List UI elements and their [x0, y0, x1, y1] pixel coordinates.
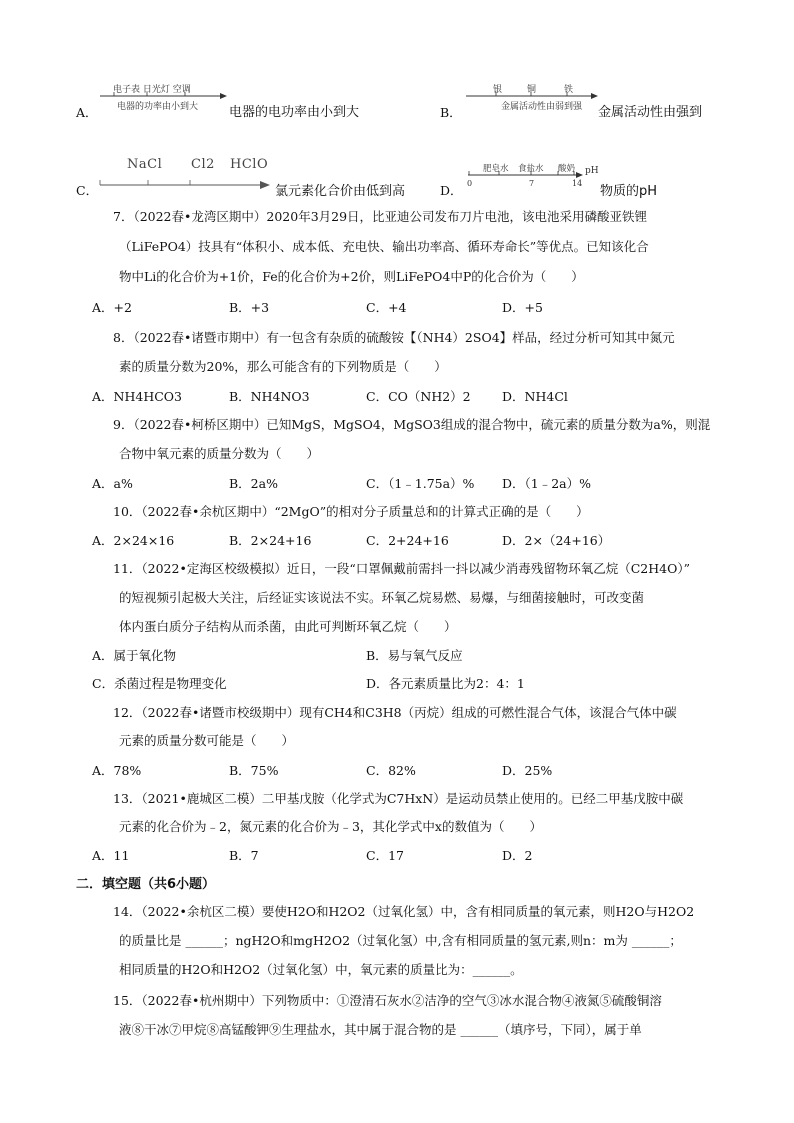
question-12-option-c[interactable]: C．82%: [366, 763, 416, 778]
question-7-option-c[interactable]: C．+4: [366, 300, 407, 315]
question-8-line-1: 8．（2022春•诸暨市期中）有一包含有杂质的硫酸铵【（NH4）2SO4】样品，经过分析可知其中氮元: [113, 330, 675, 345]
question-12-line-2: 元素的质量分数可能是（ ）: [119, 733, 295, 748]
question-7-line-2: （LiFePO4）技具有“体积小、成本低、充电快、输出功率高、循环寿命长”等优点。已知该化合: [119, 239, 649, 254]
question-13-option-a[interactable]: A．11: [92, 848, 130, 863]
question-14-line-1: 14．（2022•余杭区二模）要使H2O和H2O2（过氧化氢）中，含有相同质量的氧元素，则H2O与H2O2: [113, 904, 695, 919]
question-12-option-b[interactable]: B．75%: [229, 763, 279, 778]
question-7-option-d[interactable]: D．+5: [502, 300, 543, 315]
question-7-option-a[interactable]: A．+2: [92, 300, 132, 315]
option-b-label-copper: 铜: [527, 85, 537, 95]
question-15-line-1: 15．（2022春•杭州期中）下列物质中：①澄清石灰水②洁净的空气③冰水混合物④液氮⑤硫酸铜溶: [113, 993, 662, 1008]
option-d-axis: [468, 170, 588, 182]
question-8-option-c[interactable]: C．CO（NH2）2: [366, 389, 471, 404]
option-b-label-silver: 银: [493, 85, 503, 95]
option-c-label-hclo: HClO: [230, 157, 269, 172]
option-c-letter: C．: [76, 183, 99, 198]
question-9-line-1: 9．（2022春•柯桥区期中）已知MgS，MgSO4，MgSO3组成的混合物中，硫元素的质量分数为a%，则混: [113, 417, 711, 432]
question-12-option-a[interactable]: A．78%: [92, 763, 142, 778]
section-heading-fill-in: 二．填空题（共6小题）: [76, 877, 216, 892]
question-12-line-1: 12．（2022春•诸暨市校级期中）现有CH4和C3H8（丙烷）组成的可燃性混合气体，该混合气体中碳: [113, 705, 677, 720]
option-c-text: 氯元素化合价由低到高: [275, 184, 406, 199]
question-9-option-d[interactable]: D．（1﹣2a）%: [502, 476, 592, 491]
option-c-label-nacl: NaCl: [127, 157, 163, 172]
question-9-option-c[interactable]: C．（1﹣1.75a）%: [366, 476, 475, 491]
question-10-option-d[interactable]: D．2×（24+16）: [502, 533, 611, 548]
question-12-option-d[interactable]: D．25%: [502, 763, 553, 778]
question-13-line-1: 13．（2021•鹿城区二模）二甲基戊胺（化学式为C7HxN）是运动员禁止使用的。已经二甲基戊胺中碳: [113, 791, 684, 806]
question-11-option-b[interactable]: B．易与氧气反应: [366, 648, 463, 663]
question-11-line-1: 11．（2022•定海区校级模拟）近日，一段“口罩佩戴前需抖一抖以减少消毒残留物环氧乙烷（C2H4O）”: [113, 561, 690, 576]
question-8-option-d[interactable]: D．NH4Cl: [502, 389, 568, 404]
option-c-label-cl2: Cl2: [191, 157, 215, 172]
option-d-tick-14: 14: [572, 179, 583, 188]
option-d-unit: pH: [585, 166, 599, 176]
question-8-option-b[interactable]: B．NH4NO3: [229, 389, 310, 404]
option-d-label-salt: 食盐水: [518, 164, 544, 174]
question-7-line-1: 7．（2022春•龙湾区期中）2020年3月29日，比亚迪公司发布刀片电池，该电池采用磷酸亚铁锂: [113, 209, 648, 224]
question-13-option-b[interactable]: B．7: [229, 848, 259, 863]
option-d-label-yogurt: 酸奶: [558, 164, 576, 174]
question-10-option-a[interactable]: A．2×24×16: [92, 533, 175, 548]
option-a-letter: A．: [76, 105, 98, 120]
question-11-option-d[interactable]: D．各元素质量比为2：4：1: [366, 676, 525, 691]
option-c-arrow: [100, 179, 275, 193]
option-a-text: 电器的电功率由小到大: [229, 105, 360, 120]
option-d-tick-7: 7: [529, 179, 535, 188]
option-d-text: 物质的pH: [600, 184, 658, 199]
question-9-option-b[interactable]: B．2a%: [229, 476, 278, 491]
question-13-line-2: 元素的化合价为﹣2，氮元素的化合价为﹣3，其化学式中x的数值为（ ）: [119, 819, 542, 834]
option-d-tick-0: 0: [467, 179, 473, 188]
option-a-axis-label: 电器的功率由小到大: [117, 102, 199, 112]
question-11-line-3: 体内蛋白质分子结构从而杀菌，由此可判断环氧乙烷（ ）: [119, 619, 457, 634]
option-a-top-labels: 电子表 日光灯 空调: [113, 85, 191, 95]
question-11-line-2: 的短视频引起极大关注，后经证实该说法不实。环氧乙烷易燃、易爆，与细菌接触时，可改变菌: [119, 590, 645, 605]
option-b-letter: B．: [440, 105, 462, 120]
option-b-label-iron: 铁: [564, 85, 574, 95]
question-11-option-c[interactable]: C．杀菌过程是物理变化: [92, 676, 227, 691]
option-d-letter: D．: [440, 183, 463, 198]
question-10-line-1: 10．（2022春•余杭区期中）“2MgO”的相对分子质量总和的计算式正确的是（ ）: [113, 504, 589, 519]
question-13-option-d[interactable]: D．2: [502, 848, 533, 863]
question-7-option-b[interactable]: B．+3: [229, 300, 270, 315]
question-9-line-2: 合物中氧元素的质量分数为（ ）: [119, 446, 320, 461]
question-14-line-2: 的质量比是 ______；ngH2O和mgH2O2（过氧化氢）中,含有相同质量的氢元素,则n：m为 ______；: [119, 933, 682, 948]
option-b-text: 金属活动性由强到: [598, 105, 703, 120]
question-10-option-b[interactable]: B．2×24+16: [229, 533, 312, 548]
option-d-label-soap: 肥皂水: [483, 164, 509, 174]
question-10-option-c[interactable]: C．2+24+16: [366, 533, 449, 548]
option-b-axis-label: 金属活动性由弱到强: [501, 102, 583, 112]
question-13-option-c[interactable]: C．17: [366, 848, 404, 863]
question-8-option-a[interactable]: A．NH4HCO3: [92, 389, 182, 404]
question-14-line-3: 相同质量的H2O和H2O2（过氧化氢）中，氧元素的质量比为：______。: [119, 962, 523, 977]
question-11-option-a[interactable]: A．属于氧化物: [92, 648, 177, 663]
question-9-option-a[interactable]: A．a%: [92, 476, 133, 491]
question-15-line-2: 液⑧干冰⑦甲烷⑧高锰酸钾⑨生理盐水，其中属于混合物的是 ______（填序号，下同），属于单: [119, 1022, 642, 1037]
question-8-line-2: 素的质量分数为20%，那么可能含有的下列物质是（ ）: [119, 359, 447, 374]
question-7-line-3: 物中Li的化合价为+1价，Fe的化合价为+2价，则LiFePO4中P的化合价为（ ）: [119, 269, 584, 284]
